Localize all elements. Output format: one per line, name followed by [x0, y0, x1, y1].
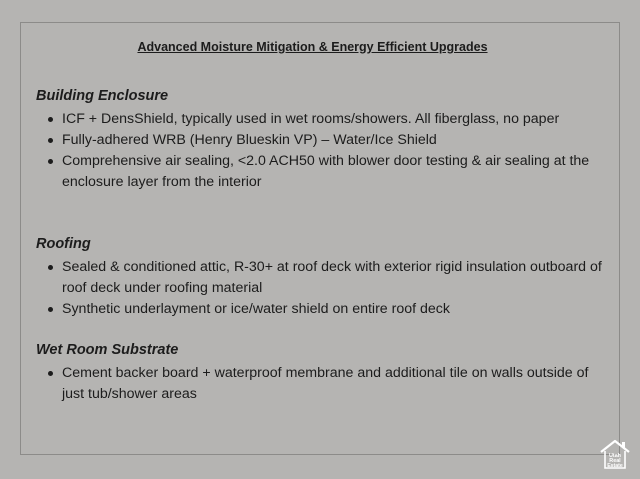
list-item: Fully-adhered WRB (Henry Blueskin VP) – Water/Ice Shield [36, 130, 606, 151]
section-building-enclosure [36, 86, 606, 193]
document-title: Advanced Moisture Mitigation & Energy Efficient Upgrades [137, 40, 488, 54]
svg-text:Estate: Estate [607, 463, 623, 469]
section-wet-room-substrate [36, 340, 606, 405]
svg-text:Utah: Utah [609, 453, 621, 459]
section-heading: Building Enclosure [36, 88, 169, 104]
bullet-list [36, 257, 606, 320]
section-heading: Wet Room Substrate [36, 342, 179, 358]
bullet-list [36, 363, 606, 405]
svg-text:Real: Real [609, 458, 621, 464]
bullet-list [36, 109, 606, 193]
house-logo-icon [598, 437, 632, 471]
list-item: Cement backer board + waterproof membrane and additional tile on walls outside of just tub/shower areas [36, 363, 606, 405]
list-item: ICF + DensShield, typically used in wet rooms/showers. All fiberglass, no paper [36, 109, 606, 130]
list-item: Synthetic underlayment or ice/water shield on entire roof deck [36, 299, 606, 320]
section-roofing [36, 234, 606, 320]
section-heading: Roofing [36, 236, 91, 252]
list-item: Sealed & conditioned attic, R-30+ at roof deck with exterior rigid insulation outboard of roof deck under roofing material [36, 257, 606, 299]
list-item: Comprehensive air sealing, <2.0 ACH50 with blower door testing & air sealing at the enclosure layer from the interior [36, 151, 606, 193]
